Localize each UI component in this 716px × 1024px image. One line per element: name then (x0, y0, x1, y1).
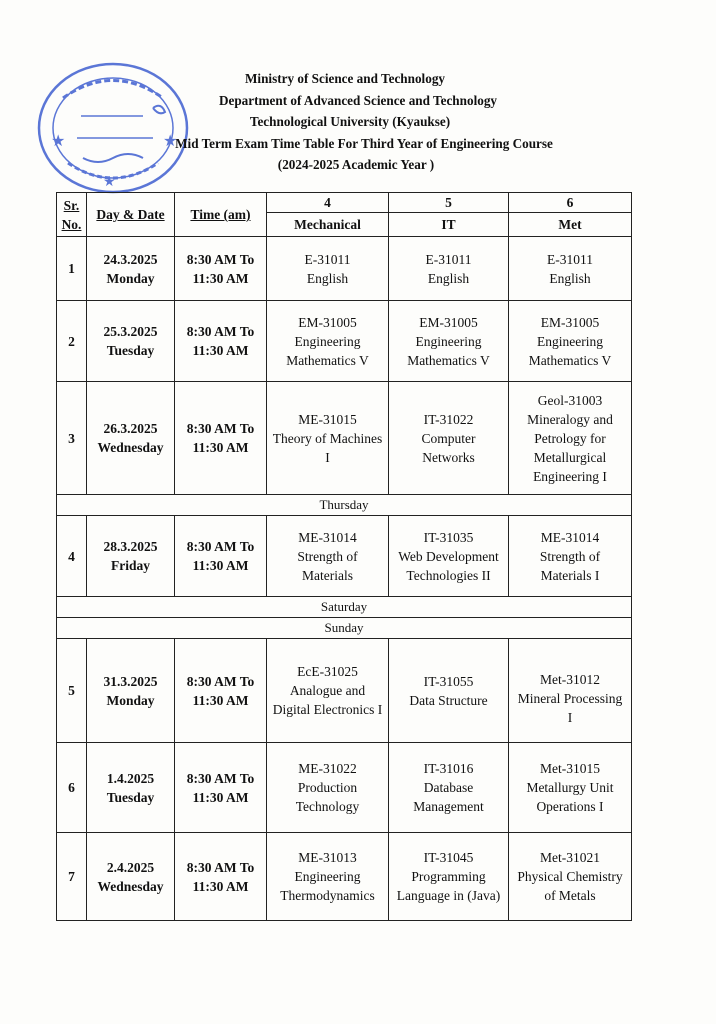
it-subject (389, 639, 509, 743)
subject-name: Digital Electronics I (272, 702, 383, 717)
subject-name: Mathematics V (528, 352, 612, 368)
row-number: 2 (57, 301, 87, 382)
table-row (57, 639, 632, 743)
time-start: 8:30 AM To (186, 770, 255, 786)
subject-code: IT-31045 (423, 850, 474, 865)
it-subject (389, 237, 509, 301)
subject-name: Management (413, 799, 484, 814)
subject-name: Thermodynamics (280, 888, 375, 903)
mechanical-header: Mechanical (267, 213, 389, 237)
it-subject (389, 516, 509, 597)
holiday-row (57, 618, 632, 639)
met-subject (509, 833, 632, 921)
subject-name: Physical Chemistry (517, 869, 623, 884)
subject-code: Met-31021 (540, 850, 600, 865)
time-end: 11:30 AM (192, 789, 249, 805)
table-row (57, 301, 632, 382)
holiday-thursday: Thursday (57, 495, 632, 516)
subject-name: Strength of (539, 548, 601, 564)
time-start: 8:30 AM To (186, 251, 255, 267)
time-start: 8:30 AM To (186, 324, 255, 339)
subject-name: Computer (421, 430, 476, 446)
no-label: No. (61, 216, 82, 232)
subject-name: English (427, 270, 470, 286)
mechanical-subject (267, 237, 389, 301)
document-header (0, 68, 716, 176)
day-text: Wednesday (97, 878, 164, 894)
subject-name: Technologies II (406, 567, 491, 583)
academic-year: (2024-2025 Academic Year ) (277, 157, 435, 172)
subject-name: I (325, 449, 330, 465)
subject-code: ME-31014 (540, 529, 600, 545)
exam-timetable (56, 192, 632, 921)
subject-name: Materials I (540, 567, 600, 583)
subject-name: Engineering (294, 869, 361, 884)
it-subject (389, 382, 509, 495)
table-row (57, 382, 632, 495)
day-date-header: Day & Date (87, 193, 175, 237)
subject-name: Data Structure (409, 692, 488, 708)
row-number: 6 (57, 743, 87, 833)
met-subject (509, 301, 632, 382)
time-cell (175, 743, 267, 833)
col5-number: 5 (389, 193, 509, 213)
subject-code: EM-31005 (298, 314, 357, 330)
subject-name: Strength of (297, 548, 358, 564)
subject-name: Operations I (536, 799, 604, 814)
day-date-cell (87, 833, 175, 921)
day-date-cell (87, 639, 175, 743)
subject-name: Theory of Machines (272, 430, 383, 446)
subject-name: Database (423, 780, 474, 795)
subject-code: E-31011 (425, 251, 472, 267)
col6-number: 6 (509, 193, 632, 213)
subject-code: EM-31005 (419, 314, 478, 330)
date-text: 26.3.2025 (103, 421, 158, 436)
holiday-row (57, 495, 632, 516)
row-number: 1 (57, 237, 87, 301)
row-number: 5 (57, 639, 87, 743)
date-text: 2.4.2025 (106, 859, 155, 875)
subject-name: Engineering (415, 333, 482, 349)
row-number: 7 (57, 833, 87, 921)
subject-name: Petrology for (534, 430, 606, 446)
time-start: 8:30 AM To (186, 859, 255, 875)
row-number: 3 (57, 382, 87, 495)
it-subject (389, 301, 509, 382)
col4-number: 4 (267, 193, 389, 213)
subject-code: IT-31022 (423, 411, 474, 427)
day-date-cell (87, 301, 175, 382)
row-number: 4 (57, 516, 87, 597)
subject-name: Materials (302, 567, 353, 583)
time-end: 11:30 AM (192, 692, 249, 708)
day-text: Monday (106, 270, 155, 286)
it-subject (389, 833, 509, 921)
subject-code: IT-31055 (423, 673, 474, 689)
department-title: Department of Advanced Science and Technology (218, 92, 498, 108)
time-cell (175, 833, 267, 921)
it-subject (389, 743, 509, 833)
subject-code: Met-31012 (540, 672, 600, 687)
svg-text:★: ★ (51, 133, 66, 150)
mechanical-subject (267, 516, 389, 597)
mechanical-subject (267, 833, 389, 921)
subject-code: IT-31035 (423, 529, 474, 545)
subject-name: I (567, 710, 573, 725)
holiday-saturday: Saturday (57, 597, 632, 618)
day-text: Friday (111, 558, 150, 573)
subject-name: English (549, 270, 591, 286)
subject-name: Production (297, 780, 358, 795)
subject-name: Mineralogy and (527, 411, 613, 427)
ministry-title: Ministry of Science and Technology (244, 71, 446, 86)
subject-name: Programming (411, 869, 486, 884)
subject-code: IT-31016 (423, 761, 474, 776)
met-subject (509, 743, 632, 833)
subject-name: Web Development (398, 548, 499, 564)
mechanical-subject (267, 382, 389, 495)
sr-no-header (57, 193, 87, 237)
day-date-cell (87, 237, 175, 301)
svg-text:★: ★ (103, 175, 116, 190)
date-text: 25.3.2025 (103, 324, 158, 339)
time-cell (175, 382, 267, 495)
subject-code: EM-31005 (540, 314, 600, 330)
subject-code: ME-31015 (298, 411, 357, 427)
time-end: 11:30 AM (192, 343, 249, 358)
university-title: Technological University (Kyaukse) (249, 114, 451, 129)
subject-name: English (306, 270, 349, 286)
table-row (57, 516, 632, 597)
date-text: 28.3.2025 (103, 539, 158, 554)
date-text: 24.3.2025 (103, 251, 158, 267)
time-start: 8:30 AM To (186, 421, 255, 436)
mechanical-subject (267, 301, 389, 382)
svg-text:★: ★ (163, 133, 178, 150)
subject-code: E-31011 (547, 251, 593, 267)
met-subject (509, 237, 632, 301)
subject-name: Metallurgy Unit (526, 780, 614, 795)
table-row (57, 237, 632, 301)
holiday-sunday: Sunday (57, 618, 632, 639)
it-header: IT (389, 213, 509, 237)
day-date-cell (87, 516, 175, 597)
time-start: 8:30 AM To (186, 539, 255, 554)
subject-name: Mathematics V (407, 352, 490, 368)
subject-name: Engineering I (533, 468, 607, 484)
mechanical-subject (267, 639, 389, 743)
time-end: 11:30 AM (192, 270, 249, 286)
subject-code: EcE-31025 (297, 664, 358, 679)
subject-name: of Metals (544, 888, 596, 903)
time-cell (175, 639, 267, 743)
time-start: 8:30 AM To (186, 673, 255, 689)
day-text: Tuesday (106, 343, 155, 358)
subject-code: Geol-31003 (537, 392, 603, 408)
subject-code: E-31011 (304, 251, 351, 267)
day-text: Tuesday (106, 789, 155, 805)
day-text: Wednesday (97, 440, 164, 455)
met-subject (509, 516, 632, 597)
mechanical-subject (267, 743, 389, 833)
time-cell (175, 301, 267, 382)
date-text: 31.3.2025 (103, 673, 158, 689)
subject-name: Analogue and (289, 683, 366, 698)
subject-code: ME-31022 (298, 761, 357, 776)
subject-name: Technology (295, 799, 360, 814)
sr-label: Sr. (63, 197, 80, 213)
time-end: 11:30 AM (192, 440, 249, 455)
timetable-title: Mid Term Exam Time Table For Third Year of Engineering Course (175, 135, 553, 151)
subject-name: Metallurgical (533, 449, 607, 465)
time-cell (175, 237, 267, 301)
subject-name: Engineering (294, 333, 361, 349)
met-subject (509, 639, 632, 743)
met-subject (509, 382, 632, 495)
date-text: 1.4.2025 (106, 770, 155, 786)
subject-code: ME-31013 (298, 850, 357, 865)
subject-name: Networks (422, 449, 475, 465)
subject-name: Language in (Java) (396, 888, 501, 903)
day-date-cell (87, 743, 175, 833)
time-cell (175, 516, 267, 597)
table-header-row (57, 193, 632, 213)
day-date-cell (87, 382, 175, 495)
subject-name: Mathematics V (286, 352, 369, 368)
table-row (57, 743, 632, 833)
subject-name: Engineering (537, 333, 603, 349)
time-end: 11:30 AM (192, 878, 249, 894)
time-end: 11:30 AM (192, 558, 249, 573)
subject-code: ME-31014 (298, 529, 357, 545)
subject-code: Met-31015 (540, 761, 600, 776)
subject-name: Mineral Processing (517, 691, 623, 706)
met-header: Met (509, 213, 632, 237)
holiday-row (57, 597, 632, 618)
day-text: Monday (106, 692, 155, 708)
time-header: Time (am) (175, 193, 267, 237)
table-row (57, 833, 632, 921)
